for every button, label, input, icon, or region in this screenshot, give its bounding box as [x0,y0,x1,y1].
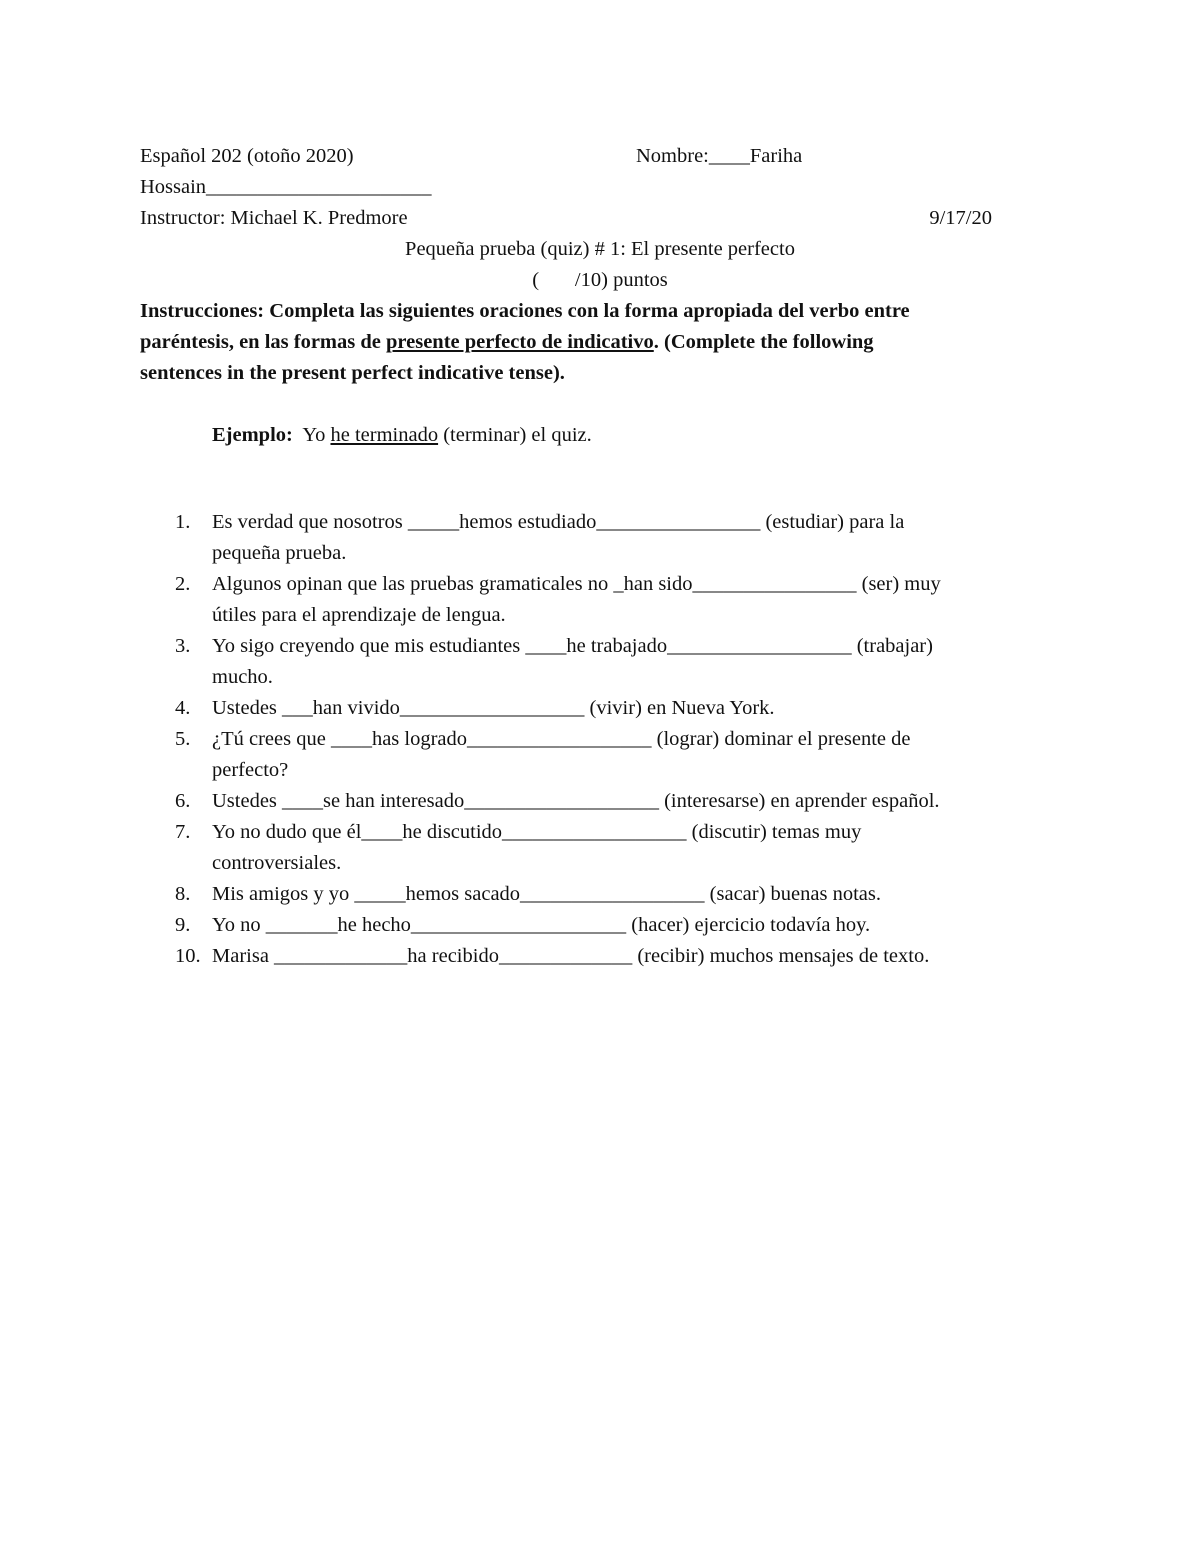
item-number: 5. [175,728,191,750]
course-title: Español 202 (otoño 2020) [140,145,354,167]
quiz-date: 9/17/20 [929,207,992,229]
example-answer: he terminado [330,424,439,446]
instructions-label: Instrucciones: [140,300,265,322]
item-number: 10. [175,945,201,967]
instructions-line-3: sentences in the present perfect indicative tense). [140,362,565,384]
item-number: 2. [175,573,191,595]
item-number: 8. [175,883,191,905]
item-number: 1. [175,511,191,533]
instructions-emphasis: presente perfecto de indicativo [385,331,654,353]
example-line [212,425,592,446]
item-text: perfecto? [212,759,289,781]
instructor-name: Instructor: Michael K. Predmore [140,207,408,229]
quiz-title: Pequeña prueba (quiz) # 1: El presente perfecto [405,238,795,260]
item-text: Ustedes ____se han interesado___________________ (interesarse) en aprender español. [212,790,940,812]
item-number: 3. [175,635,191,657]
item-text: mucho. [212,666,273,688]
instructions-line-1 [140,301,910,322]
item-number: 7. [175,821,191,843]
example-pre: Yo [292,424,331,446]
example-label: Ejemplo: [212,424,293,446]
item-text: ¿Tú crees que ____has logrado__________________ (lograr) dominar el presente de [212,728,911,750]
student-name-label: Nombre:____Fariha [636,145,803,167]
item-text: Mis amigos y yo _____hemos sacado__________________ (sacar) buenas notas. [212,883,881,905]
item-text: Ustedes ___han vivido__________________ (vivir) en Nueva York. [212,697,775,719]
item-number: 4. [175,697,191,719]
item-text: útiles para el aprendizaje de lengua. [212,604,506,626]
instructions-text-2: paréntesis, en las formas de [140,331,386,353]
item-text: Yo no dudo que él____he discutido__________________ (discutir) temas muy [212,821,862,843]
student-name-continuation: Hossain______________________ [140,176,432,198]
item-number: 9. [175,914,191,936]
item-text: Marisa _____________ha recibido_____________ (recibir) muchos mensajes de texto. [212,945,930,967]
instructions-text-3: . (Complete the following [653,331,874,353]
score-line: ( /10) puntos [532,269,668,291]
item-number: 6. [175,790,191,812]
item-text: Es verdad que nosotros _____hemos estudiado________________ (estudiar) para la [212,511,905,533]
item-text: Yo sigo creyendo que mis estudiantes ____he trabajado__________________ (trabajar) [212,635,933,657]
example-post: (terminar) el quiz. [438,424,592,446]
instructions-text-1: Completa las siguientes oraciones con la forma apropiada del verbo entre [264,300,910,322]
instructions-line-2 [140,332,874,353]
item-text: Yo no _______he hecho_____________________ (hacer) ejercicio todavía hoy. [212,914,871,936]
item-text: Algunos opinan que las pruebas gramaticales no _han sido________________ (ser) muy [212,573,941,595]
item-text: pequeña prueba. [212,542,347,564]
item-text: controversiales. [212,852,342,874]
